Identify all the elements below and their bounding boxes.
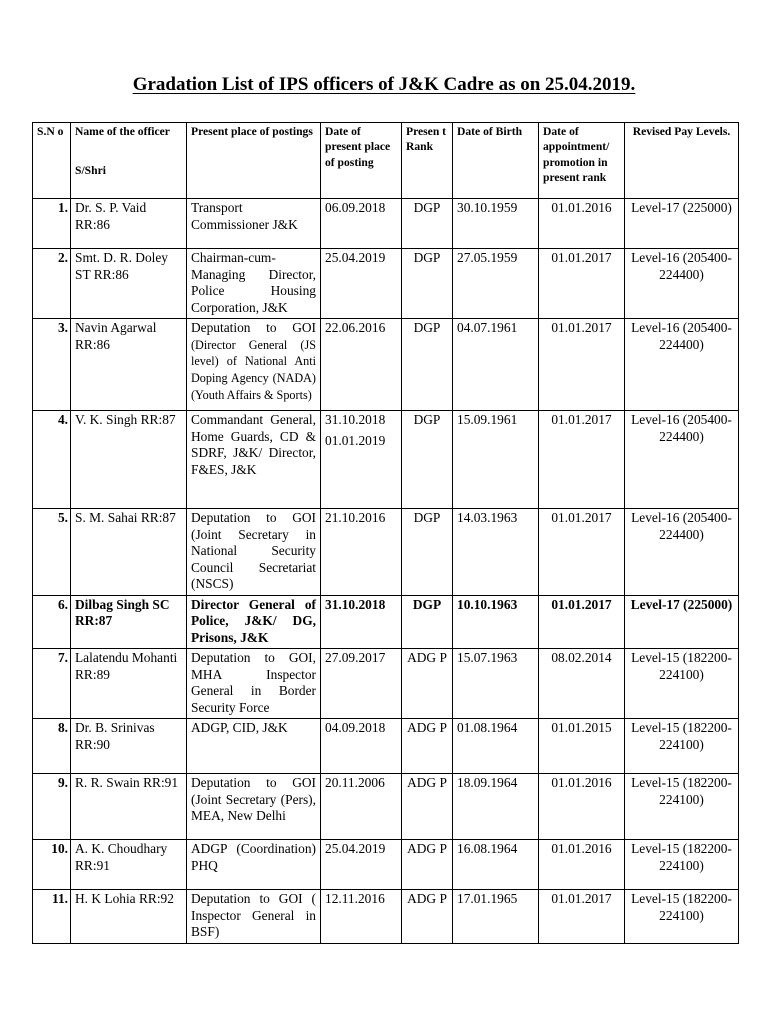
cell-officer-name: Dr. B. Srinivas RR:90	[71, 719, 187, 774]
table-row	[33, 840, 739, 890]
cell-place-of-posting	[187, 890, 321, 944]
cell-pay-level: Level-15 (182200-224100)	[625, 719, 739, 774]
cell-pay-level: Level-17 (225000)	[625, 199, 739, 249]
header-rank: Presen t Rank	[402, 123, 453, 199]
table-row	[33, 774, 739, 840]
cell-officer-name: H. K Lohia RR:92	[71, 890, 187, 944]
cell-pay-level: Level-16 (205400-224400)	[625, 411, 739, 509]
place-text: Director General of Police, J&K/ DG, Prisons, J&K	[191, 596, 316, 645]
place-text: ADGP (Coordination) PHQ	[191, 841, 316, 873]
place-text: Deputation to GOI (Joint Secretary in National Security Council Secretariat (NSCS)	[191, 510, 316, 591]
posting-date: 04.09.2018	[325, 720, 386, 735]
header-dob: Date of Birth	[453, 123, 539, 199]
cell-rank: DGP	[402, 509, 453, 596]
cell-date-of-posting	[321, 509, 402, 596]
cell-sno: 6.	[33, 595, 71, 649]
cell-appointment-date: 01.01.2016	[539, 840, 625, 890]
cell-appointment-date: 01.01.2017	[539, 249, 625, 319]
cell-date-of-posting	[321, 319, 402, 411]
cell-rank: ADG P	[402, 719, 453, 774]
posting-date: 31.10.2018	[325, 596, 386, 612]
posting-date: 21.10.2016	[325, 510, 386, 525]
cell-sno: 7.	[33, 649, 71, 719]
table-row	[33, 249, 739, 319]
cell-date-of-posting	[321, 411, 402, 509]
cell-sno: 9.	[33, 774, 71, 840]
cell-pay-level: Level-16 (205400-224400)	[625, 249, 739, 319]
cell-sno: 8.	[33, 719, 71, 774]
posting-date: 25.04.2019	[325, 841, 386, 856]
table-row	[33, 509, 739, 596]
cell-rank: DGP	[402, 411, 453, 509]
cell-appointment-date: 01.01.2016	[539, 774, 625, 840]
document-title: Gradation List of IPS officers of J&K Cadre as on 25.04.2019.	[132, 74, 636, 95]
cell-date-of-birth: 18.09.1964	[453, 774, 539, 840]
table-body	[33, 199, 739, 944]
cell-sno: 3.	[33, 319, 71, 411]
header-name-sub: S/Shri	[75, 164, 106, 178]
cell-appointment-date: 01.01.2015	[539, 719, 625, 774]
cell-date-of-posting	[321, 595, 402, 649]
cell-appointment-date: 01.01.2017	[539, 509, 625, 596]
posting-date-second: 01.01.2019	[325, 432, 386, 448]
cell-place-of-posting	[187, 774, 321, 840]
cell-pay-level: Level-15 (182200-224100)	[625, 840, 739, 890]
cell-pay-level: Level-16 (205400-224400)	[625, 509, 739, 596]
cell-officer-name: Smt. D. R. Doley ST RR:86	[71, 249, 187, 319]
cell-officer-name: Navin Agarwal RR:86	[71, 319, 187, 411]
cell-place-of-posting	[187, 509, 321, 596]
cell-place-of-posting	[187, 249, 321, 319]
cell-rank: ADG P	[402, 890, 453, 944]
cell-date-of-birth: 01.08.1964	[453, 719, 539, 774]
gradation-table	[32, 122, 739, 944]
table-header-row	[33, 123, 739, 199]
cell-sno: 1.	[33, 199, 71, 249]
place-subtext: (Director General (JS level) of National Anti Doping Agency (NADA) (Youth Affairs & Sports)	[191, 337, 316, 402]
header-name	[71, 123, 187, 199]
cell-place-of-posting	[187, 319, 321, 411]
cell-pay-level: Level-15 (182200-224100)	[625, 890, 739, 944]
cell-date-of-birth: 14.03.1963	[453, 509, 539, 596]
cell-date-of-birth: 10.10.1963	[453, 595, 539, 649]
cell-sno: 10.	[33, 840, 71, 890]
cell-officer-name: Lalatendu Mohanti RR:89	[71, 649, 187, 719]
cell-officer-name: S. M. Sahai RR:87	[71, 509, 187, 596]
cell-pay-level: Level-15 (182200-224100)	[625, 649, 739, 719]
cell-appointment-date: 01.01.2017	[539, 595, 625, 649]
header-appointment: Date of appointment/ promotion in present rank	[539, 123, 625, 199]
cell-officer-name: R. R. Swain RR:91	[71, 774, 187, 840]
cell-officer-name: A. K. Choudhary RR:91	[71, 840, 187, 890]
cell-date-of-birth: 15.09.1961	[453, 411, 539, 509]
posting-date: 25.04.2019	[325, 250, 386, 265]
cell-appointment-date: 01.01.2016	[539, 199, 625, 249]
cell-rank: DGP	[402, 319, 453, 411]
cell-officer-name: Dilbag Singh SC RR:87	[71, 595, 187, 649]
cell-place-of-posting	[187, 649, 321, 719]
cell-place-of-posting	[187, 719, 321, 774]
cell-rank: ADG P	[402, 774, 453, 840]
cell-date-of-birth: 15.07.1963	[453, 649, 539, 719]
table-row	[33, 649, 739, 719]
table-row	[33, 595, 739, 649]
cell-rank: ADG P	[402, 649, 453, 719]
cell-date-of-birth: 30.10.1959	[453, 199, 539, 249]
header-place: Present place of postings	[187, 123, 321, 199]
cell-officer-name: Dr. S. P. Vaid RR:86	[71, 199, 187, 249]
cell-rank: DGP	[402, 249, 453, 319]
place-text: Deputation to GOI ( Inspector General in BSF)	[191, 891, 316, 939]
table-row	[33, 890, 739, 944]
cell-date-of-posting	[321, 774, 402, 840]
place-text: Transport Commissioner J&K	[191, 200, 298, 232]
cell-date-of-birth: 04.07.1961	[453, 319, 539, 411]
table-row	[33, 199, 739, 249]
cell-appointment-date: 01.01.2017	[539, 411, 625, 509]
place-text: ADGP, CID, J&K	[191, 720, 288, 735]
cell-place-of-posting	[187, 411, 321, 509]
header-sno: S.N o	[33, 123, 71, 199]
table-row	[33, 719, 739, 774]
header-date-posting: Date of present place of posting	[321, 123, 402, 199]
cell-appointment-date: 01.01.2017	[539, 890, 625, 944]
cell-pay-level: Level-15 (182200-224100)	[625, 774, 739, 840]
cell-date-of-birth: 27.05.1959	[453, 249, 539, 319]
posting-date: 20.11.2006	[325, 775, 385, 790]
cell-date-of-posting	[321, 719, 402, 774]
cell-sno: 2.	[33, 249, 71, 319]
cell-date-of-posting	[321, 649, 402, 719]
cell-rank: DGP	[402, 199, 453, 249]
cell-date-of-posting	[321, 249, 402, 319]
cell-date-of-birth: 17.01.1965	[453, 890, 539, 944]
cell-date-of-posting	[321, 840, 402, 890]
table-row	[33, 411, 739, 509]
place-text: Deputation to GOI	[191, 320, 316, 335]
place-text: Commandant General, Home Guards, CD & SDRF, J&K/ Director, F&ES, J&K	[191, 412, 316, 477]
posting-date: 31.10.2018	[325, 412, 386, 427]
cell-place-of-posting	[187, 199, 321, 249]
place-text: Deputation to GOI (Joint Secretary (Pers), MEA, New Delhi	[191, 775, 316, 823]
cell-rank: ADG P	[402, 840, 453, 890]
cell-appointment-date: 01.01.2017	[539, 319, 625, 411]
posting-date: 27.09.2017	[325, 650, 386, 665]
posting-date: 22.06.2016	[325, 320, 386, 335]
cell-sno: 5.	[33, 509, 71, 596]
header-pay: Revised Pay Levels.	[625, 123, 739, 199]
place-text: Chairman-cum-Managing Director, Police Housing Corporation, J&K	[191, 250, 316, 315]
cell-sno: 4.	[33, 411, 71, 509]
cell-date-of-posting	[321, 199, 402, 249]
cell-pay-level: Level-17 (225000)	[625, 595, 739, 649]
cell-pay-level: Level-16 (205400-224400)	[625, 319, 739, 411]
cell-officer-name: V. K. Singh RR:87	[71, 411, 187, 509]
cell-place-of-posting	[187, 840, 321, 890]
cell-place-of-posting	[187, 595, 321, 649]
posting-date: 06.09.2018	[325, 200, 386, 215]
cell-rank: DGP	[402, 595, 453, 649]
cell-date-of-posting	[321, 890, 402, 944]
cell-appointment-date: 08.02.2014	[539, 649, 625, 719]
cell-sno: 11.	[33, 890, 71, 944]
header-name-label: Name of the officer	[75, 125, 170, 138]
table-row	[33, 319, 739, 411]
cell-date-of-birth: 16.08.1964	[453, 840, 539, 890]
posting-date: 12.11.2016	[325, 891, 385, 906]
place-text: Deputation to GOI, MHA Inspector General in Border Security Force	[191, 650, 316, 715]
